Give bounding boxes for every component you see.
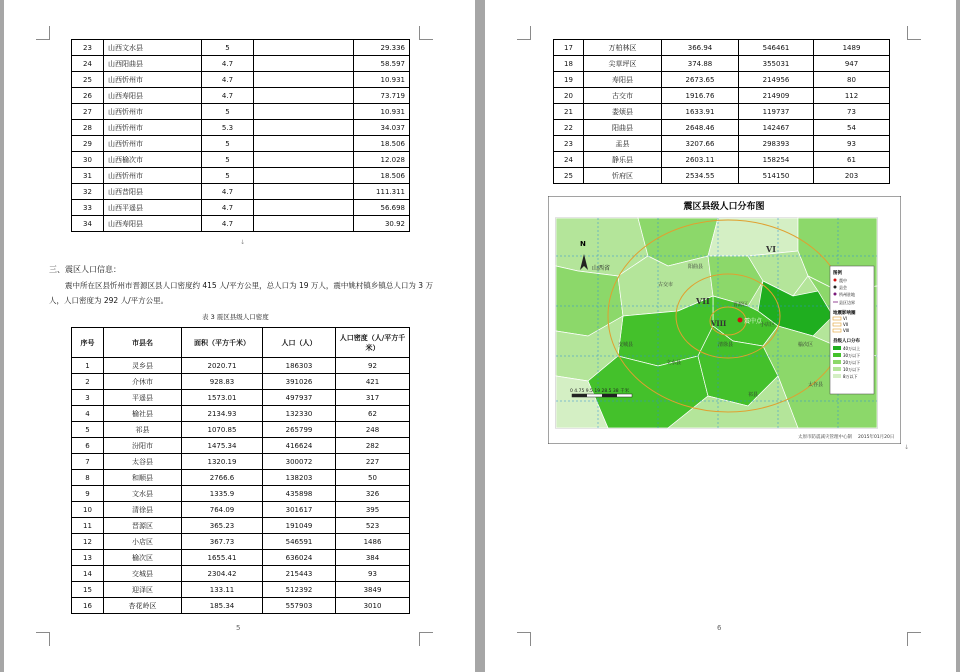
column-header: 面积（平方千米） <box>182 328 263 358</box>
table-cell: 73 <box>814 104 890 120</box>
table-cell: 54 <box>814 120 890 136</box>
table-cell: 山西忻州市 <box>104 120 202 136</box>
table-cell: 50 <box>336 470 410 486</box>
table-cell: 介休市 <box>104 374 182 390</box>
table-cell: 尖草坪区 <box>584 56 662 72</box>
table-row <box>72 136 410 152</box>
table-cell: 25 <box>554 168 584 184</box>
table-row <box>72 438 410 454</box>
column-header: 人口（人） <box>263 328 336 358</box>
table-cell: 寿阳县 <box>584 72 662 88</box>
map-footer-org: 太原市防震减灾管理中心制 <box>798 435 852 440</box>
table-row <box>72 40 410 56</box>
table-row <box>72 406 410 422</box>
table-cell: 5 <box>202 136 254 152</box>
table-cell: 山西忻州市 <box>104 168 202 184</box>
table-cell <box>254 120 354 136</box>
table-cell: 6 <box>72 438 104 454</box>
table-cell: 祁县 <box>104 422 182 438</box>
table-cell: 2648.46 <box>662 120 739 136</box>
table-cell: 榆次区 <box>104 550 182 566</box>
table-cell: 1335.9 <box>182 486 263 502</box>
table-cell: 21 <box>554 104 584 120</box>
table-cell: 1486 <box>336 534 410 550</box>
table-cell: 367.73 <box>182 534 263 550</box>
table-cell: 万柏林区 <box>584 40 662 56</box>
table-cell: 557903 <box>263 598 336 614</box>
legend-pop-title: 县级人口分布 <box>833 339 860 344</box>
table-cell: 248 <box>336 422 410 438</box>
table-cell: 366.94 <box>662 40 739 56</box>
legend-pop-item: 30万以下 <box>843 353 861 358</box>
table-cell: 30.92 <box>354 216 410 232</box>
place-label: 太谷县 <box>808 382 824 388</box>
table-cell: 山西平遥县 <box>104 200 202 216</box>
table-cell: 5 <box>72 422 104 438</box>
table-cell: 764.09 <box>182 502 263 518</box>
page-number: 6 <box>717 624 722 632</box>
scale-bar <box>572 394 632 397</box>
table-cell: 3849 <box>336 582 410 598</box>
table-cell: 山西榆次市 <box>104 152 202 168</box>
legend-pop-item: 40万以上 <box>843 346 861 351</box>
table-row <box>72 422 410 438</box>
table-cell: 2534.55 <box>662 168 739 184</box>
table-cell: 355031 <box>739 56 814 72</box>
county-population-table <box>71 327 410 614</box>
table-row <box>554 168 890 184</box>
place-label: 小店区 <box>760 322 776 328</box>
table-cell: 1320.19 <box>182 454 263 470</box>
table-cell: 61 <box>814 152 890 168</box>
table-cell: 227 <box>336 454 410 470</box>
table-cell <box>254 56 354 72</box>
legend-item: 县区边界 <box>839 300 855 305</box>
table-cell: 3207.66 <box>662 136 739 152</box>
legend-circle: VII <box>843 322 849 327</box>
table-cell: 1 <box>72 358 104 374</box>
table-row <box>554 152 890 168</box>
table-row <box>72 358 410 374</box>
table-cell: 12 <box>72 534 104 550</box>
table-cell: 23 <box>554 136 584 152</box>
table-cell: 4 <box>72 406 104 422</box>
table-cell: 交城县 <box>104 566 182 582</box>
table-cell: 17 <box>554 40 584 56</box>
table-cell: 947 <box>814 56 890 72</box>
table-cell: 16 <box>72 598 104 614</box>
table-cell: 4.7 <box>202 56 254 72</box>
crop-mark <box>419 26 433 40</box>
table-cell: 1475.34 <box>182 438 263 454</box>
table-cell: 33 <box>72 200 104 216</box>
table-cell: 24 <box>72 56 104 72</box>
table-cell: 1916.76 <box>662 88 739 104</box>
table-cell: 10.931 <box>354 104 410 120</box>
table-cell: 546461 <box>739 40 814 56</box>
table-cell: 3010 <box>336 598 410 614</box>
table-cell: 4.7 <box>202 72 254 88</box>
table-cell: 301617 <box>263 502 336 518</box>
section-heading: 三、震区人口信息： <box>49 265 121 274</box>
table-cell: 2673.65 <box>662 72 739 88</box>
table-cell: 2766.6 <box>182 470 263 486</box>
crop-mark <box>907 26 921 40</box>
legend-pop-item: 10万以下 <box>843 367 861 372</box>
table-cell: 191049 <box>263 518 336 534</box>
table-cell <box>254 88 354 104</box>
table-cell: 2 <box>72 374 104 390</box>
table-cell: 4.7 <box>202 88 254 104</box>
table-row <box>72 582 410 598</box>
page-6 <box>485 0 956 672</box>
table-cell: 榆社县 <box>104 406 182 422</box>
table-cell: 盂县 <box>584 136 662 152</box>
page-5 <box>4 0 475 672</box>
epicenter-label: 震中点 <box>744 318 763 325</box>
epicenter-marker <box>738 318 743 323</box>
table-row <box>72 598 410 614</box>
legend-item: 县会 <box>839 285 847 290</box>
table-cell: 421 <box>336 374 410 390</box>
table-cell: 平遥县 <box>104 390 182 406</box>
table-cell: 186303 <box>263 358 336 374</box>
table-cell: 34.037 <box>354 120 410 136</box>
table-cell: 14 <box>72 566 104 582</box>
table-cell <box>254 200 354 216</box>
table-cell: 158254 <box>739 152 814 168</box>
county-population-table-continued <box>553 39 890 184</box>
paragraph-mark: ↓ <box>240 239 246 246</box>
table-cell: 23 <box>72 40 104 56</box>
table-row <box>554 56 890 72</box>
intensity-label: VII <box>696 296 710 306</box>
table-cell: 298393 <box>739 136 814 152</box>
table-cell <box>254 136 354 152</box>
table-cell: 435898 <box>263 486 336 502</box>
table-row <box>72 518 410 534</box>
table-cell: 5.3 <box>202 120 254 136</box>
epicenter-history-table <box>71 39 410 232</box>
table-cell: 365.23 <box>182 518 263 534</box>
legend-pop-item: 20万以下 <box>843 360 861 365</box>
table-cell: 汾阳市 <box>104 438 182 454</box>
table-cell: 山西寿阳县 <box>104 216 202 232</box>
intensity-label: VI <box>766 244 776 254</box>
table-cell <box>254 104 354 120</box>
table-cell <box>254 216 354 232</box>
table-cell: 112 <box>814 88 890 104</box>
table-cell: 93 <box>814 136 890 152</box>
table-cell: 1655.41 <box>182 550 263 566</box>
table-cell: 142467 <box>739 120 814 136</box>
table-row <box>554 104 890 120</box>
table-cell: 25 <box>72 72 104 88</box>
table-cell: 31 <box>72 168 104 184</box>
table-row <box>72 566 410 582</box>
place-label: 交城县 <box>618 342 634 348</box>
table-cell: 395 <box>336 502 410 518</box>
table-cell: 636024 <box>263 550 336 566</box>
table-cell: 58.597 <box>354 56 410 72</box>
table-row <box>554 120 890 136</box>
map-title: 震区县级人口分布图 <box>683 202 765 212</box>
table-cell: 523 <box>336 518 410 534</box>
table-cell: 132330 <box>263 406 336 422</box>
table-cell: 9 <box>72 486 104 502</box>
map-footer-date: 2015年01月20日 <box>858 435 895 440</box>
table-row <box>72 72 410 88</box>
table-cell: 56.698 <box>354 200 410 216</box>
place-label: 古交市 <box>658 282 674 288</box>
table-cell: 1573.01 <box>182 390 263 406</box>
crop-mark <box>907 632 921 646</box>
place-label: 晋源区 <box>733 302 749 308</box>
table-cell <box>254 184 354 200</box>
table-cell: 5 <box>202 152 254 168</box>
table-cell: 29.336 <box>354 40 410 56</box>
table-cell: 214909 <box>739 88 814 104</box>
place-label: 阳曲县 <box>688 264 704 270</box>
table-cell: 8 <box>72 470 104 486</box>
table-cell: 92 <box>336 358 410 374</box>
table-cell: 18.506 <box>354 136 410 152</box>
table-cell: 282 <box>336 438 410 454</box>
table-row <box>72 88 410 104</box>
table-row <box>72 168 410 184</box>
table-cell: 1633.91 <box>662 104 739 120</box>
place-label: 榆次区 <box>798 342 814 348</box>
table-cell: 5 <box>202 168 254 184</box>
table-caption: 表 3 震区县级人口密度 <box>202 313 269 321</box>
table-cell: 73.719 <box>354 88 410 104</box>
table-row <box>72 454 410 470</box>
table-cell <box>254 152 354 168</box>
table-row <box>72 550 410 566</box>
table-cell: 19 <box>554 72 584 88</box>
table-cell: 27 <box>72 104 104 120</box>
table-cell: 4.7 <box>202 184 254 200</box>
table-cell: 3 <box>72 390 104 406</box>
table-cell: 265799 <box>263 422 336 438</box>
population-paragraph: 震中所在区县忻州市晋源区县人口密度约 415 人/平方公里，总人口为 19 万人，震中姚村镇乡镇总人口为 3 万人，人口密度为 292 人/平方公里。 <box>49 281 433 305</box>
table-cell: 185.34 <box>182 598 263 614</box>
table-cell: 93 <box>336 566 410 582</box>
table-cell: 928.83 <box>182 374 263 390</box>
table-row <box>72 56 410 72</box>
legend-circle: VIII <box>843 328 850 333</box>
legend-item: 所州驻地 <box>839 292 855 297</box>
table-row <box>72 390 410 406</box>
table-cell: 326 <box>336 486 410 502</box>
table-cell: 山西寿阳县 <box>104 88 202 104</box>
table-cell: 416624 <box>263 438 336 454</box>
table-row <box>72 534 410 550</box>
map-svg <box>548 196 901 444</box>
table-row <box>554 136 890 152</box>
legend-item: 震中 <box>839 278 847 283</box>
table-cell: 34 <box>72 216 104 232</box>
column-header: 市县名 <box>104 328 182 358</box>
table-cell: 22 <box>554 120 584 136</box>
table-row <box>72 184 410 200</box>
table-cell: 497937 <box>263 390 336 406</box>
table-cell: 1489 <box>814 40 890 56</box>
table-row <box>72 104 410 120</box>
table-cell: 迎泽区 <box>104 582 182 598</box>
column-header: 序号 <box>72 328 104 358</box>
table-cell: 小店区 <box>104 534 182 550</box>
column-header: 人口密度（人/平方千米） <box>336 328 410 358</box>
table-row <box>554 40 890 56</box>
table-cell: 和顺县 <box>104 470 182 486</box>
table-cell: 80 <box>814 72 890 88</box>
crop-mark <box>419 632 433 646</box>
table-cell <box>254 40 354 56</box>
table-cell: 13 <box>72 550 104 566</box>
table-cell: 文水县 <box>104 486 182 502</box>
paragraph-mark: ↓ <box>904 444 910 451</box>
table-cell: 119737 <box>739 104 814 120</box>
table-cell: 514150 <box>739 168 814 184</box>
table-cell: 62 <box>336 406 410 422</box>
table-cell: 28 <box>72 120 104 136</box>
table-cell: 29 <box>72 136 104 152</box>
table-cell: 静乐县 <box>584 152 662 168</box>
place-label: 祁县 <box>748 392 759 398</box>
table-cell: 阳曲县 <box>584 120 662 136</box>
province-label: 山西省 <box>592 265 611 272</box>
table-cell: 清徐县 <box>104 502 182 518</box>
table-row <box>72 470 410 486</box>
table-row <box>72 486 410 502</box>
table-cell: 7 <box>72 454 104 470</box>
table-cell: 忻府区 <box>584 168 662 184</box>
table-cell: 12.028 <box>354 152 410 168</box>
table-cell <box>254 168 354 184</box>
legend-title: 图例 <box>833 271 842 276</box>
table-cell: 546591 <box>263 534 336 550</box>
table-cell: 太谷县 <box>104 454 182 470</box>
place-label: 清徐县 <box>718 342 734 348</box>
table-row <box>72 216 410 232</box>
table-cell: 111.311 <box>354 184 410 200</box>
crop-mark <box>36 26 50 40</box>
table-cell: 2020.71 <box>182 358 263 374</box>
table-cell: 5 <box>202 40 254 56</box>
map-legend <box>830 266 874 394</box>
table-row <box>72 120 410 136</box>
crop-mark <box>517 26 531 40</box>
table-row <box>72 502 410 518</box>
table-cell: 10.931 <box>354 72 410 88</box>
table-cell: 山西忻州市 <box>104 136 202 152</box>
table-cell: 15 <box>72 582 104 598</box>
table-row <box>72 152 410 168</box>
table-cell: 山西忻州市 <box>104 72 202 88</box>
table-cell: 512392 <box>263 582 336 598</box>
north-label: N <box>580 240 586 248</box>
table-cell: 5 <box>202 104 254 120</box>
table-cell: 203 <box>814 168 890 184</box>
table-row <box>554 88 890 104</box>
table-cell: 山西忻州市 <box>104 104 202 120</box>
table-cell: 26 <box>72 88 104 104</box>
table-cell: 214956 <box>739 72 814 88</box>
table-cell <box>254 72 354 88</box>
crop-mark <box>36 632 50 646</box>
table-cell: 2134.93 <box>182 406 263 422</box>
place-label: 文水县 <box>666 360 682 366</box>
region <box>708 218 798 256</box>
population-distribution-map <box>548 196 901 444</box>
table-cell: 384 <box>336 550 410 566</box>
table-cell: 138203 <box>263 470 336 486</box>
table-cell: 11 <box>72 518 104 534</box>
table-row <box>72 374 410 390</box>
table-cell: 2304.42 <box>182 566 263 582</box>
legend-circle-title: 地震影响圈 <box>833 311 856 316</box>
table-cell: 215443 <box>263 566 336 582</box>
legend-circle: VI <box>843 316 847 321</box>
table-cell: 2603.11 <box>662 152 739 168</box>
table-cell: 24 <box>554 152 584 168</box>
table-cell: 20 <box>554 88 584 104</box>
table-cell: 18 <box>554 56 584 72</box>
table-cell: 133.11 <box>182 582 263 598</box>
crop-mark <box>517 632 531 646</box>
table-cell: 山西文水县 <box>104 40 202 56</box>
table-cell: 古交市 <box>584 88 662 104</box>
legend-pop-item: 8万以下 <box>843 374 858 379</box>
table-cell: 10 <box>72 502 104 518</box>
table-cell: 山西昔阳县 <box>104 184 202 200</box>
table-cell: 山西阳曲县 <box>104 56 202 72</box>
table-cell: 32 <box>72 184 104 200</box>
scale-label: 0 4.75 9.5 19 28.5 38 千米 <box>570 389 630 394</box>
table-cell: 30 <box>72 152 104 168</box>
table-cell: 晋源区 <box>104 518 182 534</box>
table-cell: 18.506 <box>354 168 410 184</box>
table-cell: 杏花岭区 <box>104 598 182 614</box>
table-cell: 300072 <box>263 454 336 470</box>
page-number: 5 <box>236 624 241 632</box>
table-cell: 1070.85 <box>182 422 263 438</box>
table-cell: 灵乡县 <box>104 358 182 374</box>
intensity-label: VIII <box>711 319 727 328</box>
table-row <box>554 72 890 88</box>
table-row <box>72 200 410 216</box>
table-cell: 娄烦县 <box>584 104 662 120</box>
table-cell: 4.7 <box>202 200 254 216</box>
table-cell: 317 <box>336 390 410 406</box>
table-cell: 4.7 <box>202 216 254 232</box>
table-cell: 391026 <box>263 374 336 390</box>
table-cell: 374.88 <box>662 56 739 72</box>
